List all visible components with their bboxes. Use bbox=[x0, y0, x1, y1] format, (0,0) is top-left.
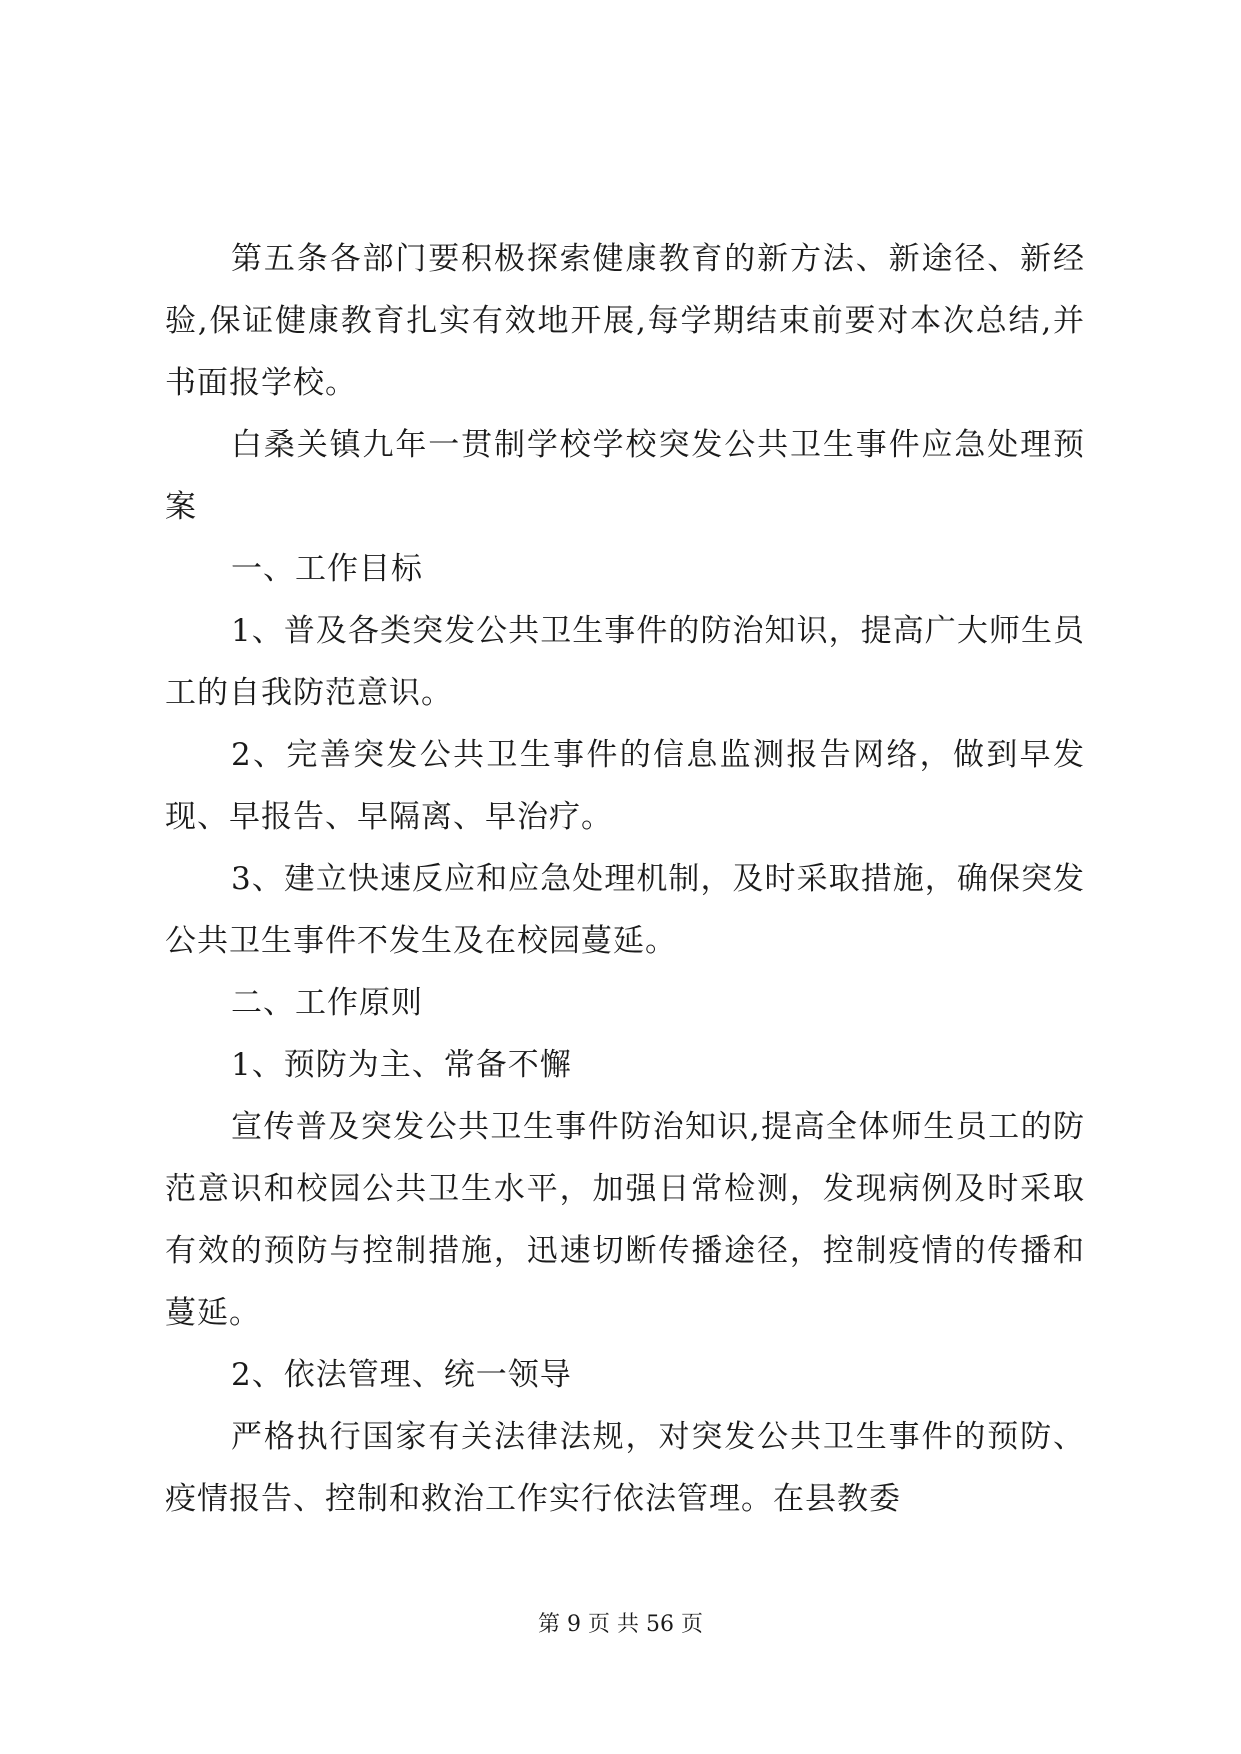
paragraph-plan-title: 白桑关镇九年一贯制学校学校突发公共卫生事件应急处理预案 bbox=[165, 427, 1085, 525]
heading-work-goals: 一、工作目标 bbox=[231, 551, 423, 587]
document-body bbox=[165, 228, 1085, 1530]
paragraph-principle-2: 严格执行国家有关法律法规，对突发公共卫生事件的预防、疫情报告、控制和救治工作实行依法管理。在县教委 bbox=[165, 1419, 1085, 1517]
paragraph-goal-2: 2、完善突发公共卫生事件的信息监测报告网络，做到早发现、早报告、早隔离、早治疗。 bbox=[165, 737, 1085, 835]
paragraph-principle-1: 宣传普及突发公共卫生事件防治知识,提高全体师生员工的防范意识和校园公共卫生水平，加强日常检测，发现病例及时采取有效的预防与控制措施，迅速切断传播途径，控制疫情的传播和蔓延。 bbox=[165, 1109, 1085, 1331]
paragraph-article-five: 第五条各部门要积极探索健康教育的新方法、新途径、新经验,保证健康教育扎实有效地开展,每学期结束前要对本次总结,并书面报学校。 bbox=[165, 241, 1085, 401]
heading-work-principles: 二、工作原则 bbox=[231, 985, 423, 1021]
heading-principle-1: 1、预防为主、常备不懈 bbox=[231, 1047, 572, 1083]
heading-principle-2: 2、依法管理、统一领导 bbox=[231, 1357, 572, 1393]
paragraph-goal-3: 3、建立快速反应和应急处理机制，及时采取措施，确保突发公共卫生事件不发生及在校园蔓延。 bbox=[165, 861, 1085, 959]
page-footer: 第 9 页 共 56 页 bbox=[538, 1612, 703, 1637]
paragraph-goal-1: 1、普及各类突发公共卫生事件的防治知识，提高广大师生员工的自我防范意识。 bbox=[165, 613, 1085, 711]
